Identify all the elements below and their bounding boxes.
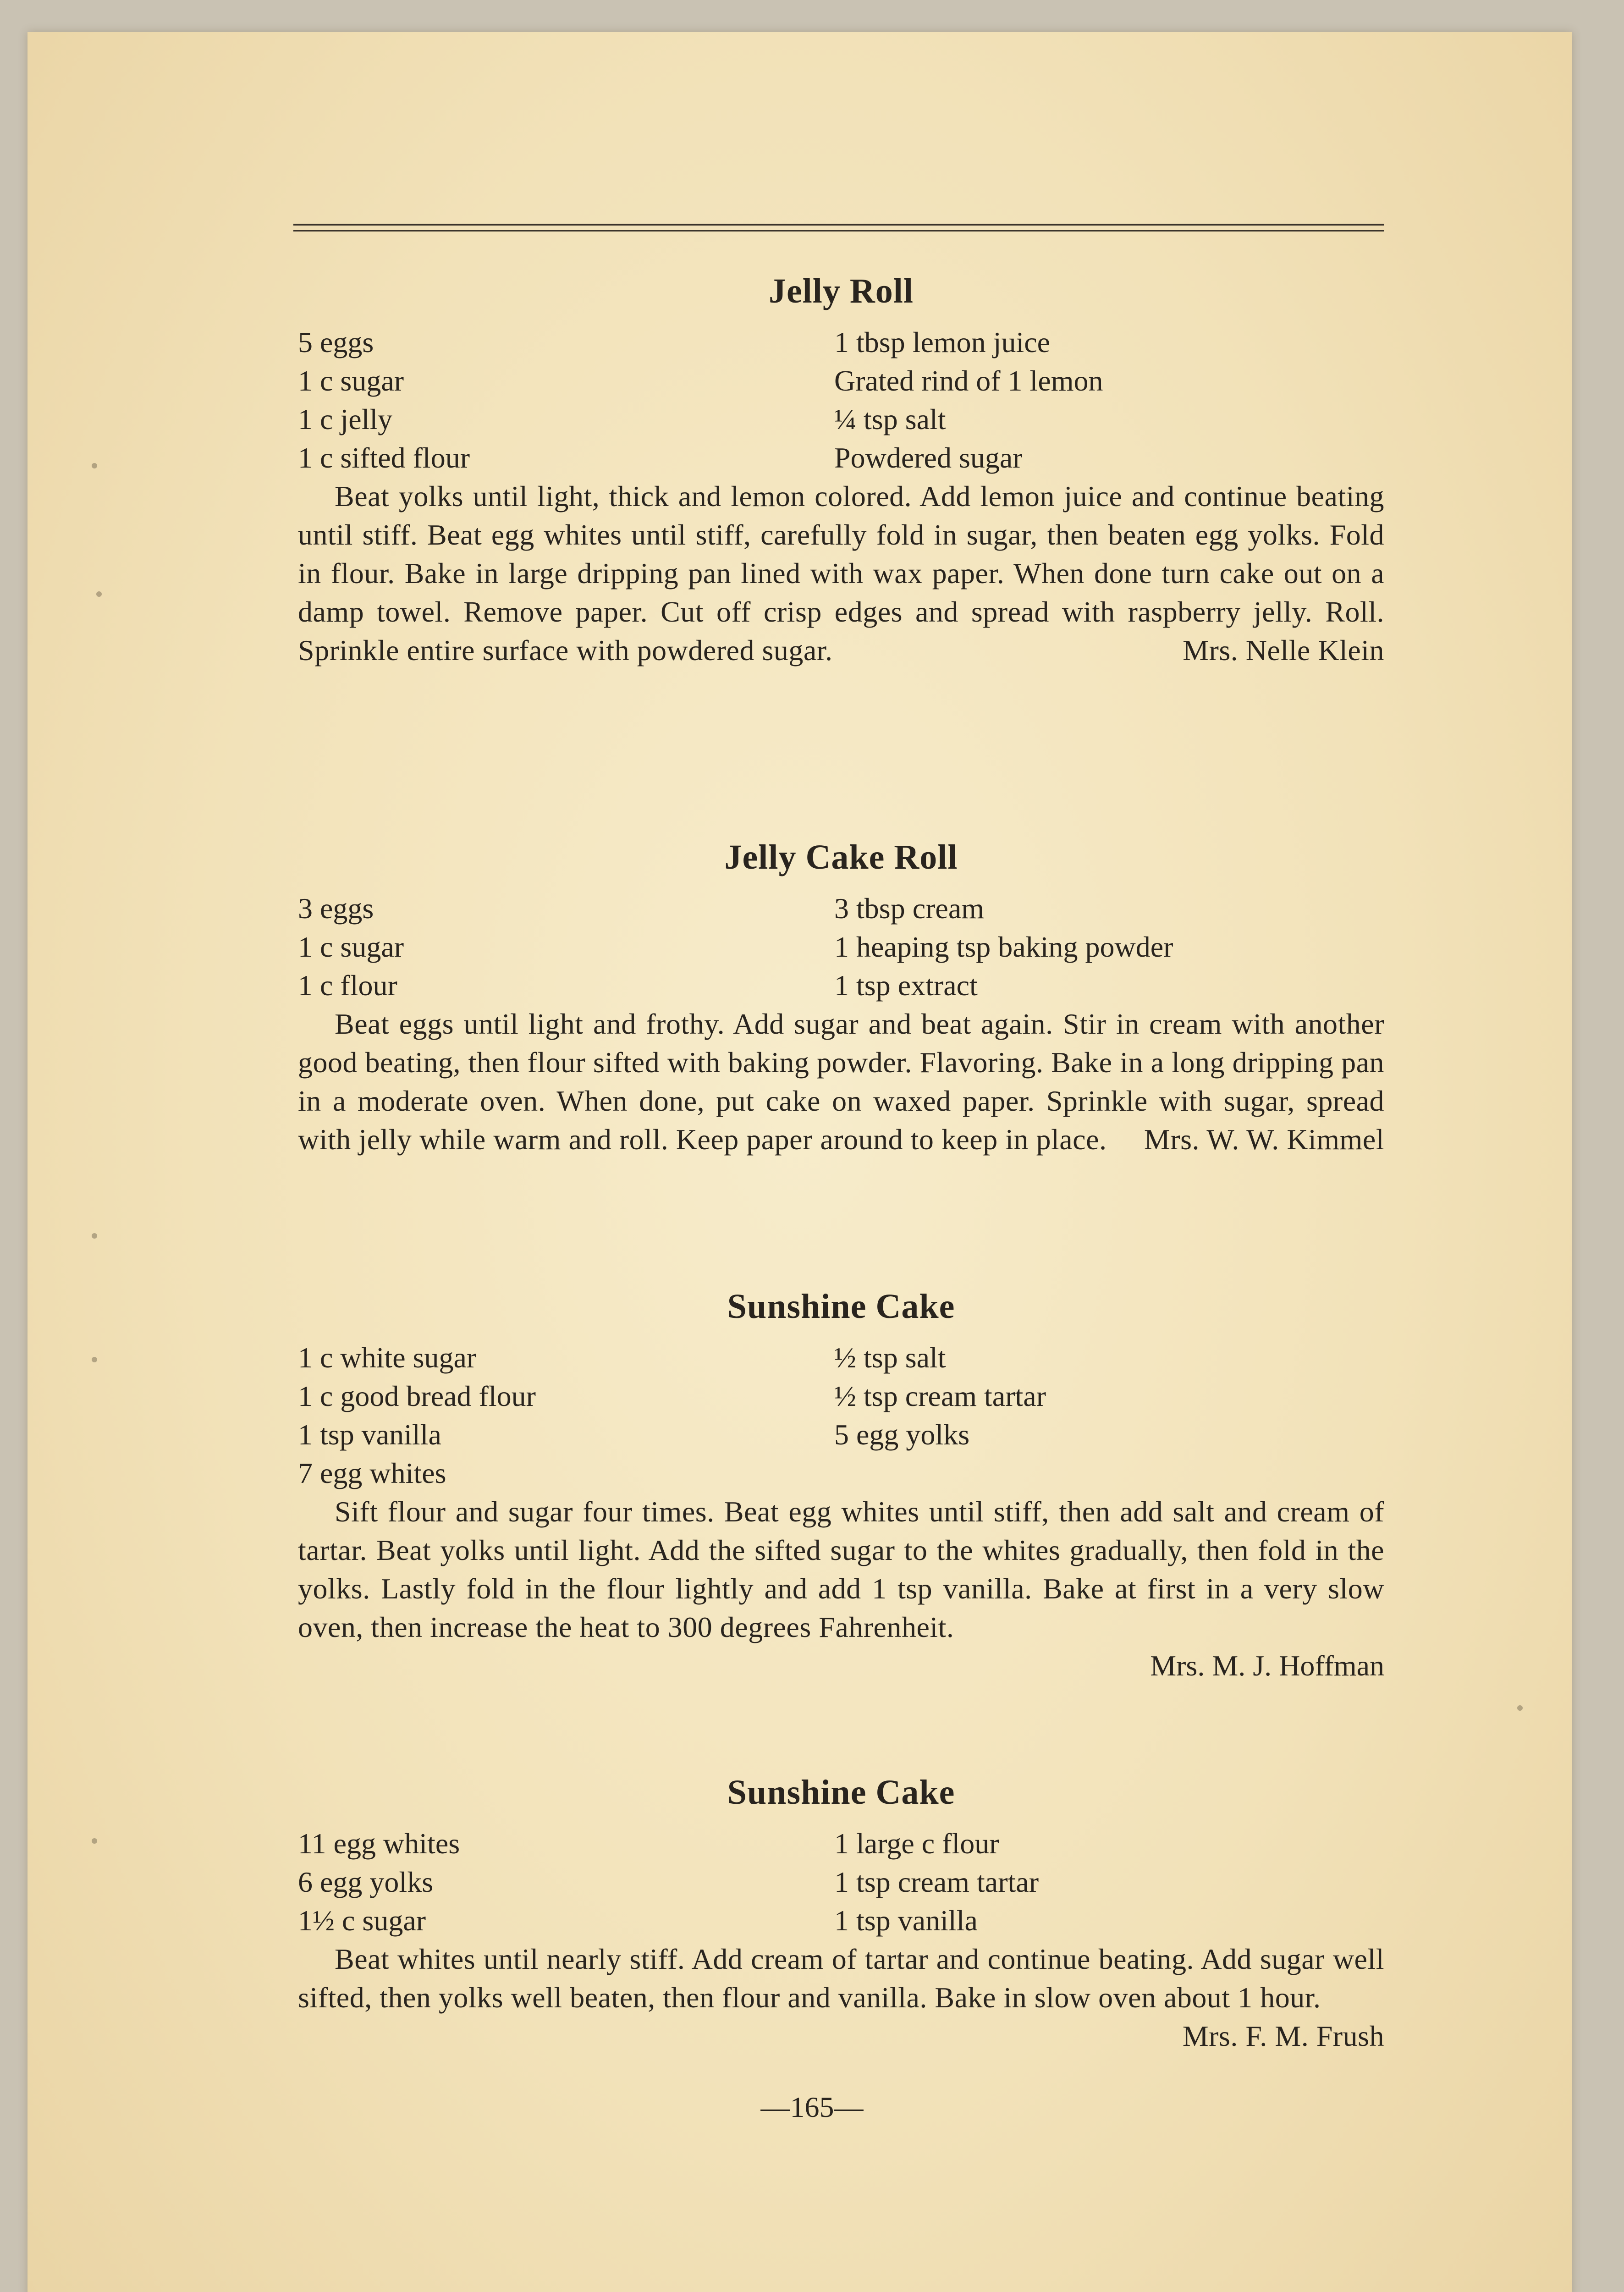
ingredient-list — [298, 323, 1384, 477]
directions-text: Beat yolks until light, thick and lemon colored. Add lemon juice and continue beating until stiff. Beat egg whites until stiff, carefully fold in sugar, then beaten egg yolks. Fold in flour. Bake in large dripping pan lined with wax paper. When done turn cake out on a damp towel. Remove paper. Cut off crisp edges and spread with raspberry jelly. Roll. Sprinkle entire surface with powdered sugar. — [298, 480, 1384, 667]
ingredient-row — [298, 1339, 1384, 1377]
recipe-title: Sunshine Cake — [727, 1773, 955, 1812]
ingredient-row — [298, 928, 1384, 966]
ingredient-list — [298, 889, 1384, 1005]
ingredient: 1 c flour — [298, 969, 397, 1002]
paper-speck — [92, 463, 97, 468]
ingredient-row — [298, 966, 1384, 1005]
recipe-jelly-cake-roll — [298, 834, 1384, 1159]
header-rule — [293, 224, 1384, 226]
ingredient: ½ tsp salt — [834, 1341, 946, 1374]
ingredient: 1 tsp extract — [834, 969, 978, 1002]
ingredient: 1½ c sugar — [298, 1904, 426, 1937]
ingredient-row — [298, 1454, 1384, 1493]
ingredient: 1 c white sugar — [298, 1341, 477, 1374]
recipe-directions — [298, 477, 1384, 670]
ingredient: Powdered sugar — [834, 441, 1023, 474]
recipe-author: Mrs. Nelle Klein — [1183, 634, 1384, 667]
ingredient-row — [298, 1863, 1384, 1901]
page-number: —165— — [760, 2091, 864, 2123]
recipe-directions: Sift flour and sugar four times. Beat egg whites until stiff, then add salt and cream of tartar. Beat yolks until light. Add the sifted sugar to the whites gradually, then fold in the yolks. Lastly fold in the flour lightly and add 1 tsp vanilla. Bake at first in a very slow oven, then increase the heat to 300 degrees Fahrenheit. — [298, 1495, 1384, 1643]
recipe-author: Mrs. F. M. Frush — [1182, 2020, 1384, 2052]
paper-speck — [92, 1233, 97, 1239]
ingredient: 1 heaping tsp baking powder — [834, 931, 1173, 963]
ingredient-list — [298, 1339, 1384, 1493]
recipe-title: Sunshine Cake — [727, 1287, 955, 1326]
ingredient: Grated rind of 1 lemon — [834, 364, 1103, 397]
recipe-directions — [298, 1940, 1384, 2052]
ingredient-row — [298, 889, 1384, 928]
directions-text: Beat whites until nearly stiff. Add cream of tartar and continue beating. Add sugar well sifted, then yolks well beaten, then flour and vanilla. Bake in slow oven about 1 hour. — [298, 1943, 1384, 2014]
recipe-author: Mrs. M. J. Hoffman — [1150, 1649, 1384, 1682]
recipe-jelly-roll — [298, 268, 1384, 670]
recipe-sunshine-cake-2 — [298, 1769, 1384, 2055]
ingredient: 1 tbsp lemon juice — [834, 326, 1051, 358]
ingredient: 5 egg yolks — [834, 1418, 970, 1451]
ingredient-row — [298, 362, 1384, 400]
recipe-directions — [298, 1005, 1384, 1159]
ingredient-row — [298, 1416, 1384, 1454]
ingredient-list — [298, 1824, 1384, 1940]
ingredient-row — [298, 400, 1384, 439]
ingredient-row — [298, 1824, 1384, 1863]
ingredient-row — [298, 1901, 1384, 1940]
ingredient: 3 tbsp cream — [834, 892, 984, 925]
ingredient: 5 eggs — [298, 326, 374, 358]
ingredient: 1 c sifted flour — [298, 441, 470, 474]
recipe-author: Mrs. W. W. Kimmel — [1144, 1123, 1384, 1156]
ingredient: 1 tsp cream tartar — [834, 1866, 1039, 1898]
paper-speck — [1517, 1705, 1523, 1711]
recipe-title: Jelly Cake Roll — [724, 838, 958, 876]
header-rule — [293, 230, 1384, 231]
ingredient: 1 tsp vanilla — [834, 1904, 978, 1937]
ingredient: 1 tsp vanilla — [298, 1418, 441, 1451]
recipe-title: Jelly Roll — [768, 272, 914, 310]
ingredient-row — [298, 439, 1384, 477]
ingredient-row — [298, 1377, 1384, 1416]
directions-text: Beat eggs until light and frothy. Add sugar and beat again. Stir in cream with another good beating, then flour sifted with baking powder. Flavoring. Bake in a long dripping pan in a moderate oven. When done, put cake on waxed paper. Sprinkle with sugar, spread with jelly while warm and roll. Keep paper around to keep in place. — [298, 1008, 1384, 1156]
ingredient: 1 large c flour — [834, 1827, 999, 1860]
paper-speck — [96, 591, 102, 597]
recipe-sunshine-cake — [298, 1284, 1384, 1685]
ingredient: ¼ tsp salt — [834, 403, 946, 435]
ingredient-row — [298, 323, 1384, 362]
ingredient: 1 c sugar — [298, 364, 404, 397]
ingredient: 3 eggs — [298, 892, 374, 925]
ingredient: 1 c good bread flour — [298, 1380, 536, 1412]
ingredient: ½ tsp cream tartar — [834, 1380, 1046, 1412]
paper-speck — [92, 1838, 97, 1844]
ingredient: 1 c jelly — [298, 403, 393, 435]
ingredient: 6 egg yolks — [298, 1866, 434, 1898]
ingredient: 11 egg whites — [298, 1827, 460, 1860]
paper-speck — [92, 1357, 97, 1362]
ingredient: 7 egg whites — [298, 1457, 446, 1489]
ingredient: 1 c sugar — [298, 931, 404, 963]
